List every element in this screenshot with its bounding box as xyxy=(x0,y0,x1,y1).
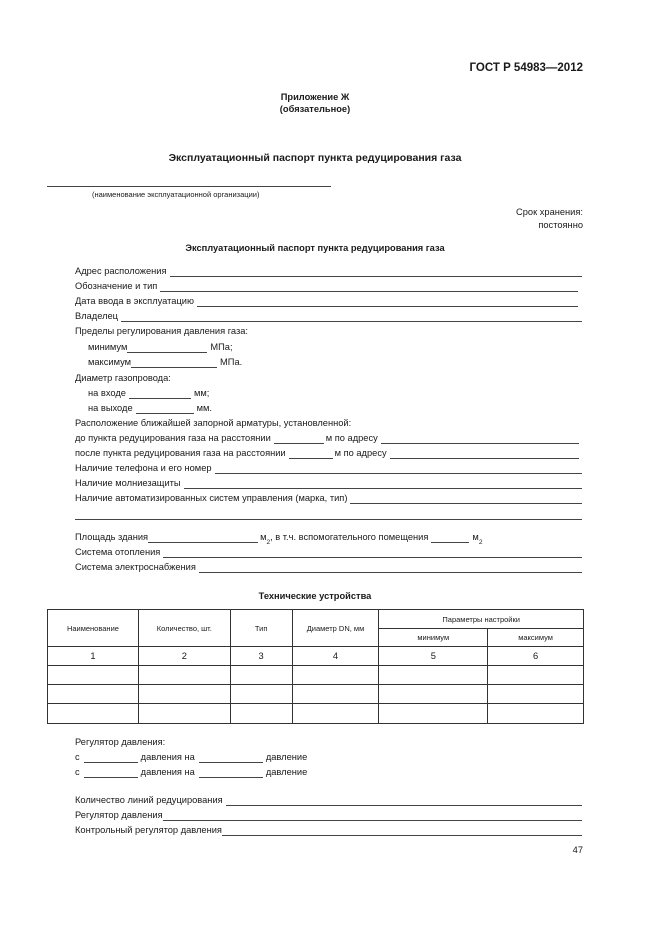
main-title: Эксплуатационный паспорт пункта редуцирования газа xyxy=(168,152,462,164)
valve-before-prefix: до пункта редуцирования газа на расстоянии xyxy=(75,433,271,443)
organization-caption: (наименование эксплуатационной организации) xyxy=(92,190,260,199)
col-header-min: минимум xyxy=(379,629,488,647)
owner-label: Владелец xyxy=(75,311,119,321)
automation-extra-line[interactable] xyxy=(75,519,582,520)
table-cell[interactable] xyxy=(48,704,139,724)
outlet-diameter-label: на выходе xyxy=(88,403,133,413)
table-cell[interactable] xyxy=(138,704,230,724)
regulator-title: Регулятор давления: xyxy=(75,737,166,747)
col-header-parameters: Параметры настройки xyxy=(379,610,584,629)
storage-label: Срок хранения: xyxy=(516,207,583,217)
power-label: Система электроснабжения xyxy=(75,562,196,572)
min-pressure-field[interactable] xyxy=(88,342,233,353)
regulator-from-line[interactable] xyxy=(84,768,138,778)
col-number: 2 xyxy=(138,647,230,666)
col-header-diameter: Диаметр DN, мм xyxy=(292,610,379,647)
heating-label: Система отопления xyxy=(75,547,161,557)
table-cell[interactable] xyxy=(48,685,139,704)
pipe-diameter-label: Диаметр газопровода: xyxy=(75,373,171,383)
regulator-to-line[interactable] xyxy=(199,753,263,763)
table-cell[interactable] xyxy=(138,666,230,685)
regulator-row-suffix: давление xyxy=(265,767,308,777)
col-number: 3 xyxy=(230,647,292,666)
valve-after-distance-line[interactable] xyxy=(289,449,333,459)
organization-name-line xyxy=(47,186,331,187)
phone-field[interactable] xyxy=(75,463,582,474)
owner-field[interactable] xyxy=(75,311,582,322)
table-cell[interactable] xyxy=(230,685,292,704)
regulator-from-line[interactable] xyxy=(84,753,138,763)
valve-after-address-line[interactable] xyxy=(390,449,579,459)
table-cell[interactable] xyxy=(292,666,379,685)
designation-line[interactable] xyxy=(160,282,578,292)
table-cell[interactable] xyxy=(488,666,584,685)
col-header-quantity: Количество, шт. xyxy=(138,610,230,647)
designation-field[interactable] xyxy=(75,281,578,292)
control-regulator-label: Контрольный регулятор давления xyxy=(75,825,222,835)
valve-after-field[interactable] xyxy=(75,448,579,459)
col-number: 4 xyxy=(292,647,379,666)
valve-before-field[interactable] xyxy=(75,433,579,444)
regulator-row[interactable] xyxy=(75,752,307,763)
area-label: Площадь здания xyxy=(75,532,149,542)
regulator-row-middle: давления на xyxy=(140,767,195,777)
lightning-line[interactable] xyxy=(184,479,582,489)
regulator-row-prefix: с xyxy=(75,752,80,762)
address-label: Адрес расположения xyxy=(75,266,167,276)
automation-field[interactable] xyxy=(75,493,582,504)
inlet-diameter-line[interactable] xyxy=(129,389,191,399)
control-regulator-field[interactable] xyxy=(75,825,582,836)
area-line[interactable] xyxy=(148,533,258,543)
technical-devices-table xyxy=(47,609,584,724)
table-cell[interactable] xyxy=(292,704,379,724)
automation-label: Наличие автоматизированных систем управления (марка, тип) xyxy=(75,493,348,503)
table-cell[interactable] xyxy=(488,685,584,704)
table-cell[interactable] xyxy=(292,685,379,704)
reduction-lines-field[interactable] xyxy=(75,795,582,806)
lightning-label: Наличие молниезащиты xyxy=(75,478,181,488)
address-line[interactable] xyxy=(170,267,582,277)
area-field[interactable]: Площадь здания м 2 , в т.ч. вспомогательного помещения м 2 xyxy=(75,532,483,546)
col-number: 6 xyxy=(488,647,584,666)
reduction-lines-label: Количество линий редуцирования xyxy=(75,795,223,805)
valve-before-suffix: м по адресу xyxy=(325,433,378,443)
max-pressure-line[interactable] xyxy=(131,358,217,368)
max-pressure-field[interactable] xyxy=(88,357,242,368)
commission-date-field[interactable] xyxy=(75,296,578,307)
valve-location-label: Расположение ближайшей запорной арматуры, установленной: xyxy=(75,418,352,428)
appendix-title: Приложение Ж xyxy=(280,92,350,102)
power-line[interactable] xyxy=(199,563,582,573)
regulator-row-prefix: с xyxy=(75,767,80,777)
col-header-type: Тип xyxy=(230,610,292,647)
technical-devices-title: Технические устройства xyxy=(258,591,372,601)
page-number: 47 xyxy=(572,845,583,855)
table-row[interactable] xyxy=(48,685,584,704)
table-row[interactable] xyxy=(48,704,584,724)
reduction-lines-line[interactable] xyxy=(226,796,582,806)
phone-line[interactable] xyxy=(215,464,582,474)
outlet-diameter-unit: мм. xyxy=(196,403,212,413)
document-id: ГОСТ Р 54983—2012 xyxy=(469,62,583,74)
control-regulator-line[interactable] xyxy=(222,826,582,836)
power-field[interactable] xyxy=(75,562,582,573)
regulator-row[interactable] xyxy=(75,767,307,778)
commission-date-line[interactable] xyxy=(197,297,578,307)
lightning-field[interactable] xyxy=(75,478,582,489)
pressure-limits-label: Пределы регулирования давления газа: xyxy=(75,326,249,336)
table-cell[interactable] xyxy=(379,704,488,724)
col-header-max: максимум xyxy=(488,629,584,647)
area-auxiliary-line[interactable] xyxy=(431,533,469,543)
valve-before-address-line[interactable] xyxy=(381,434,579,444)
section-title: Эксплуатационный паспорт пункта редуцирования газа xyxy=(185,243,445,253)
regulator-row-suffix: давление xyxy=(265,752,308,762)
table-cell[interactable] xyxy=(48,666,139,685)
table-cell[interactable] xyxy=(230,704,292,724)
table-cell[interactable] xyxy=(379,666,488,685)
table-row[interactable] xyxy=(48,666,584,685)
min-pressure-unit: МПа; xyxy=(210,342,233,352)
outlet-diameter-field[interactable] xyxy=(88,403,212,414)
outlet-diameter-line[interactable] xyxy=(136,404,194,414)
appendix-subtitle: (обязательное) xyxy=(279,104,351,114)
automation-line[interactable] xyxy=(350,494,582,504)
pressure-regulator-label: Регулятор давления xyxy=(75,810,163,820)
table-cell[interactable] xyxy=(488,704,584,724)
designation-label: Обозначение и тип xyxy=(75,281,158,291)
owner-line[interactable] xyxy=(121,312,582,322)
heating-line[interactable] xyxy=(163,548,582,558)
storage-value: постоянно xyxy=(538,220,583,230)
inlet-diameter-label: на входе xyxy=(88,388,126,398)
heating-field[interactable] xyxy=(75,547,582,558)
table-cell[interactable] xyxy=(138,685,230,704)
pressure-regulator-line[interactable] xyxy=(163,811,582,821)
max-pressure-label: максимум xyxy=(88,357,132,367)
area-unit: м xyxy=(260,532,267,542)
valve-before-distance-line[interactable] xyxy=(274,434,324,444)
address-field[interactable] xyxy=(75,266,582,277)
regulator-row-middle: давления на xyxy=(140,752,195,762)
table-cell[interactable] xyxy=(230,666,292,685)
col-number: 1 xyxy=(48,647,139,666)
inlet-diameter-unit: мм; xyxy=(193,388,210,398)
regulator-to-line[interactable] xyxy=(199,768,263,778)
area-auxiliary-unit: м xyxy=(472,532,479,542)
min-pressure-line[interactable] xyxy=(127,343,207,353)
col-number: 5 xyxy=(379,647,488,666)
valve-after-suffix: м по адресу xyxy=(334,448,387,458)
min-pressure-label: минимум xyxy=(88,342,128,352)
area-auxiliary-label: , в т.ч. вспомогательного помещения xyxy=(270,532,429,542)
table-cell[interactable] xyxy=(379,685,488,704)
phone-label: Наличие телефона и его номер xyxy=(75,463,212,473)
table-number-row xyxy=(48,647,584,666)
max-pressure-unit: МПа. xyxy=(220,357,243,367)
inlet-diameter-field[interactable] xyxy=(88,388,209,399)
pressure-regulator-field[interactable] xyxy=(75,810,582,821)
valve-after-prefix: после пункта редуцирования газа на расстоянии xyxy=(75,448,286,458)
commission-date-label: Дата ввода в эксплуатацию xyxy=(75,296,194,306)
col-header-name: Наименование xyxy=(48,610,139,647)
